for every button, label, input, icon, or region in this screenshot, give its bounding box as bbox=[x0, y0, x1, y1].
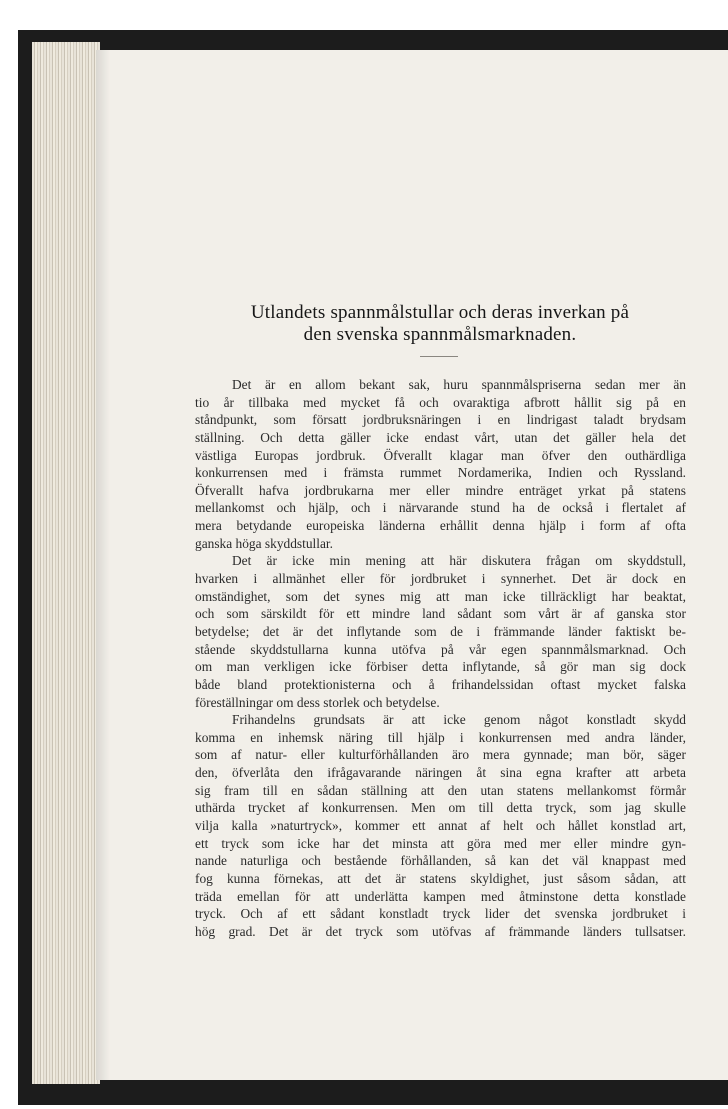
text-line: mera betydande europeiska länderna erhållit denna hjälp i form af ofta bbox=[195, 518, 686, 534]
text-line: ett tryck som icke har det minsta att göra med mer eller mindre gyn- bbox=[195, 835, 686, 851]
page-title bbox=[205, 302, 675, 346]
text-line: Det är en allom bekant sak, huru spannmålspriserna sedan mer än bbox=[232, 377, 686, 392]
title-line-2: den svenska spannmålsmarknaden. bbox=[303, 324, 577, 345]
text-line: mellankomst och hjälp, och i närvarande stund ha de också i flertalet af bbox=[195, 500, 686, 516]
text-line: hvarken i allmänhet eller för jordbruket i synnerhet. Det är dock en bbox=[195, 571, 686, 587]
text-line: ståndpunkt, som försatt jordbruksnäringen i en lindrigast taladt brydsam bbox=[195, 412, 686, 428]
title-divider bbox=[420, 356, 458, 357]
text-line: komma en inhemsk näring till hjälp i konkurrensen med andra länder, bbox=[195, 729, 686, 745]
text-line: omständighet, som det synes mig att man icke tillräckligt har beaktat, bbox=[195, 588, 686, 604]
text-line: föreställningar om dess storlek och betydelse. bbox=[195, 694, 440, 710]
text-line: Öfverallt hafva jordbrukarna mer eller mindre enträget yrkat på statens bbox=[195, 482, 686, 498]
text-line: konkurrensen med i främsta rummet Nordamerika, Indien och Ryssland. bbox=[195, 465, 686, 481]
text-line: ställning. Och detta gäller icke endast vårt, utan det gäller hela det bbox=[195, 429, 686, 445]
text-line: stående skyddstullarna kunna utöfva på vår egen spannmålsmarknad. Och bbox=[195, 641, 686, 657]
text-line: Det är icke min mening att här diskutera frågan om skyddstull, bbox=[232, 553, 686, 569]
page-edges bbox=[32, 42, 100, 1084]
text-line: ganska höga skyddstullar. bbox=[195, 535, 333, 551]
text-line: och som särskildt för ett mindre land sådant som vårt är af ganska stor bbox=[195, 606, 686, 622]
text-line: tio år tillbaka med mycket få och ovaraktiga afbrott hållit sig på en bbox=[195, 394, 686, 410]
text-line: både bland protektionisterna och å frihandelssidan oftast mycket falska bbox=[195, 676, 686, 692]
text-line: som af natur- eller kulturförhållanden äro mera gynnade; man bör, säger bbox=[195, 747, 686, 763]
text-line: västliga Europas jordbruk. Öfverallt klagar man öfver den outhärdliga bbox=[195, 447, 686, 463]
title-line-1: Utlandets spannmålstullar och deras inverkan på bbox=[250, 302, 630, 323]
text-line: betydelse; det är det inflytande som de i främmande länder faktiskt be- bbox=[195, 623, 686, 639]
text-line: fog kunna förnekas, att det är statens skyldighet, just såsom sådan, att bbox=[195, 870, 686, 886]
text-line: tryck. Och af ett sådant konstladt tryck lider det svenska jordbruket i bbox=[195, 906, 686, 922]
text-line: vilja kalla »naturtryck», kommer ett annat af helt och hållet konstlad art, bbox=[195, 818, 686, 834]
text-line: uthärda trycket af konkurrensen. Men om till detta tryck, som jag skulle bbox=[195, 800, 686, 816]
body-text bbox=[195, 376, 686, 941]
text-line: om man verkligen icke förbiser detta inflytande, så gör man sig dock bbox=[195, 659, 686, 675]
text-line: den, öfverlåta den ifrågavarande näringen åt sina egna krafter att arbeta bbox=[195, 765, 686, 781]
text-line: Frihandelns grundsats är att icke genom något konstladt skydd bbox=[232, 712, 686, 728]
text-line: hög grad. Det är det tryck som utöfvas af främmande länders tullsatser. bbox=[195, 923, 686, 939]
text-line: nande naturliga och bestående förhållanden, så kan det väl knappast med bbox=[195, 853, 686, 869]
gutter-shadow bbox=[96, 50, 110, 1080]
text-line: träda emellan för att underlätta kampen med åtminstone detta konstlade bbox=[195, 888, 686, 904]
text-line: sig fram till en sådan ställning att den utan statens mellankomst förmår bbox=[195, 782, 686, 798]
